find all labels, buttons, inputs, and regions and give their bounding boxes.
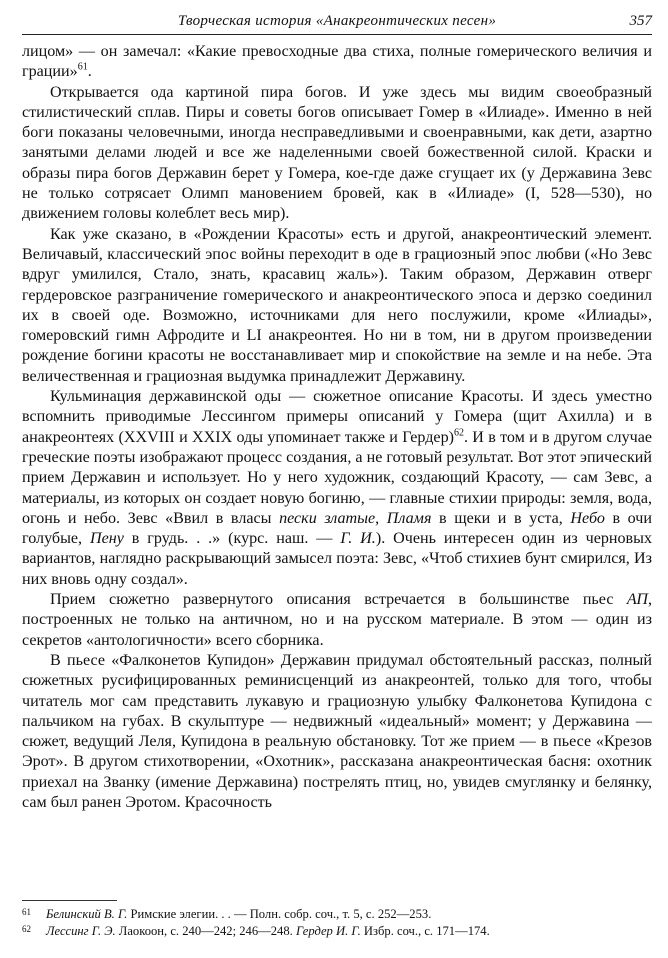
paragraph xyxy=(22,590,652,651)
italic-initials: Г. И. xyxy=(340,530,376,548)
paragraph-text: Кульминация державинской оды — сюжетное описание Красоты. И здесь уместно вспомнить приводимые Лессингом примеры описаний у Гомера (щит Ахилла) и в анакреонтеях (XXVIII и XXIX оды упоминает также и Гердер) xyxy=(22,388,652,446)
footnote-ref[interactable]: 62 xyxy=(454,427,464,439)
main-text xyxy=(22,42,652,813)
footnote-divider xyxy=(22,900,117,901)
footnote xyxy=(22,906,652,923)
paragraph: Как уже сказано, в «Рождении Красоты» есть и другой, анакреонтический элемент. Величавый, классический эпос войны переходит в оде в грациозный эпос любви («Но Зевс вдруг умилился, Стало, знать, красавиц жаль»). Таким образом, Державин отверг гердеровское разграничение гомерического и анакреонтического эпоса и дерзко соединил их в своей оде. Возможно, источниками для него послужили, кроме «Илиады», гомеровский гимн Афродите и LI анакреонтея. Но ни в том, ни в другом произведении рождение богини красоты не восстанавливает мир и спокойствие на земле и на небе. Эта величественная и грациозная выдумка принадлежит Державину. xyxy=(22,225,652,385)
italic-quote: Небо xyxy=(570,509,605,527)
paragraph-text: . И в том и в другом случае греческие поэты изображают процесс создания, а не готовый результат. Вот этот эпический прием Державин и использует. Но у него художник, создающий Красоту, — сам Зевс, а материалы, из которых он создает новую богиню, — главные стихии природы: земля, вода, огонь и небо. Зевс «Ввил в власы xyxy=(22,428,652,527)
paragraph-text: , построенных не только на античном, но и на русском материале. В этом — один из секретов «антологичности» всего сборника. xyxy=(22,591,652,649)
footnote-mark: 61 xyxy=(22,907,31,917)
paragraph-text: лицом» — он замечал: «Какие превосходные два стиха, полные гомерического величия и грации» xyxy=(22,43,652,81)
paragraph-text: в грудь. . .» (курс. наш. — xyxy=(123,530,341,548)
footnote-text: Лаокоон, с. 240—242; 246—248. xyxy=(115,924,296,938)
page-number: 357 xyxy=(629,13,652,29)
paragraph-text: . xyxy=(87,63,92,81)
paragraph: В пьесе «Фалконетов Купидон» Державин придумал обстоятельный рассказ, полный сюжетных русифицированных реминисценций из анакреонтей, только для того, чтобы читатель мог сам представить лукавую и грациозную улыбку Фалконетова Купидона с пальчиком на губах. В скульптуре — недвижный «идеальный» момент; у Державина — сюжет, ведущий Леля, Купидона в реальную обстановку. Тот же прием — в пьесе «Крезов Эрот». В другом стихотворении, «Охотник», рассказана анакреонтическая басня: охотник приехал на Званку (имение Державина) пострелять птиц, но, увидев смуглянку и белянку, сам был ранен Эротом. Красочность xyxy=(22,651,652,811)
footnote xyxy=(22,923,652,940)
footnote-ref[interactable]: 61 xyxy=(77,61,88,73)
paragraph: Открывается ода картиной пира богов. И уже здесь мы видим своеобразный стилистический сплав. Пиры и советы богов описывает Гомер в «Илиаде». Именно в ней боги показаны человечными, иногда несправедливыми и своенравными, как дети, азартно занятыми делами людей и все же наделенными своей божественной силой. Краски и образы пира богов Державин берет у Гомера, кое-где даже сгущает их (у Державина Зевс не только сотрясает Олимп мановением бровей, как в «Илиаде» (I, 528—530), но движением головы колеблет весь мир). xyxy=(22,83,652,223)
footnote-text: Римские элегии. . . — Полн. собр. соч., т. 5, с. 252—253. xyxy=(127,907,432,921)
paragraph-text: в щеки и в уста, xyxy=(431,509,571,527)
footnote-author: Гердер И. Г. xyxy=(295,924,361,938)
footnote-mark: 62 xyxy=(22,924,31,934)
paragraph-continuation xyxy=(22,42,652,83)
footnote-author: Лессинг Г. Э. xyxy=(46,924,116,938)
italic-quote: пески златые xyxy=(279,509,376,527)
footnote-text: Избр. соч., с. 171—174. xyxy=(360,924,490,938)
running-header xyxy=(22,10,652,35)
paragraph-text: ). Очень интересен один из черновых вариантов, наглядно раскрывающий замысел поэта: Зевс, «Чтоб стихиев бунт смирился, Из них вновь одну создал». xyxy=(22,530,653,588)
italic-quote: Пламя xyxy=(386,509,432,527)
footnotes xyxy=(22,906,652,940)
paragraph-text: в очи голубые, xyxy=(22,509,653,548)
paragraph xyxy=(22,387,652,590)
running-title: Творческая история «Анакреонтических песен» xyxy=(177,13,497,29)
italic-quote: Пену xyxy=(89,530,124,548)
italic-abbrev: АП xyxy=(626,591,648,609)
footnote-author: Белинский В. Г. xyxy=(46,907,128,921)
paragraph-text: , xyxy=(375,509,387,527)
paragraph-text: Прием сюжетно развернутого описания встречается в большинстве пьес xyxy=(50,591,627,609)
